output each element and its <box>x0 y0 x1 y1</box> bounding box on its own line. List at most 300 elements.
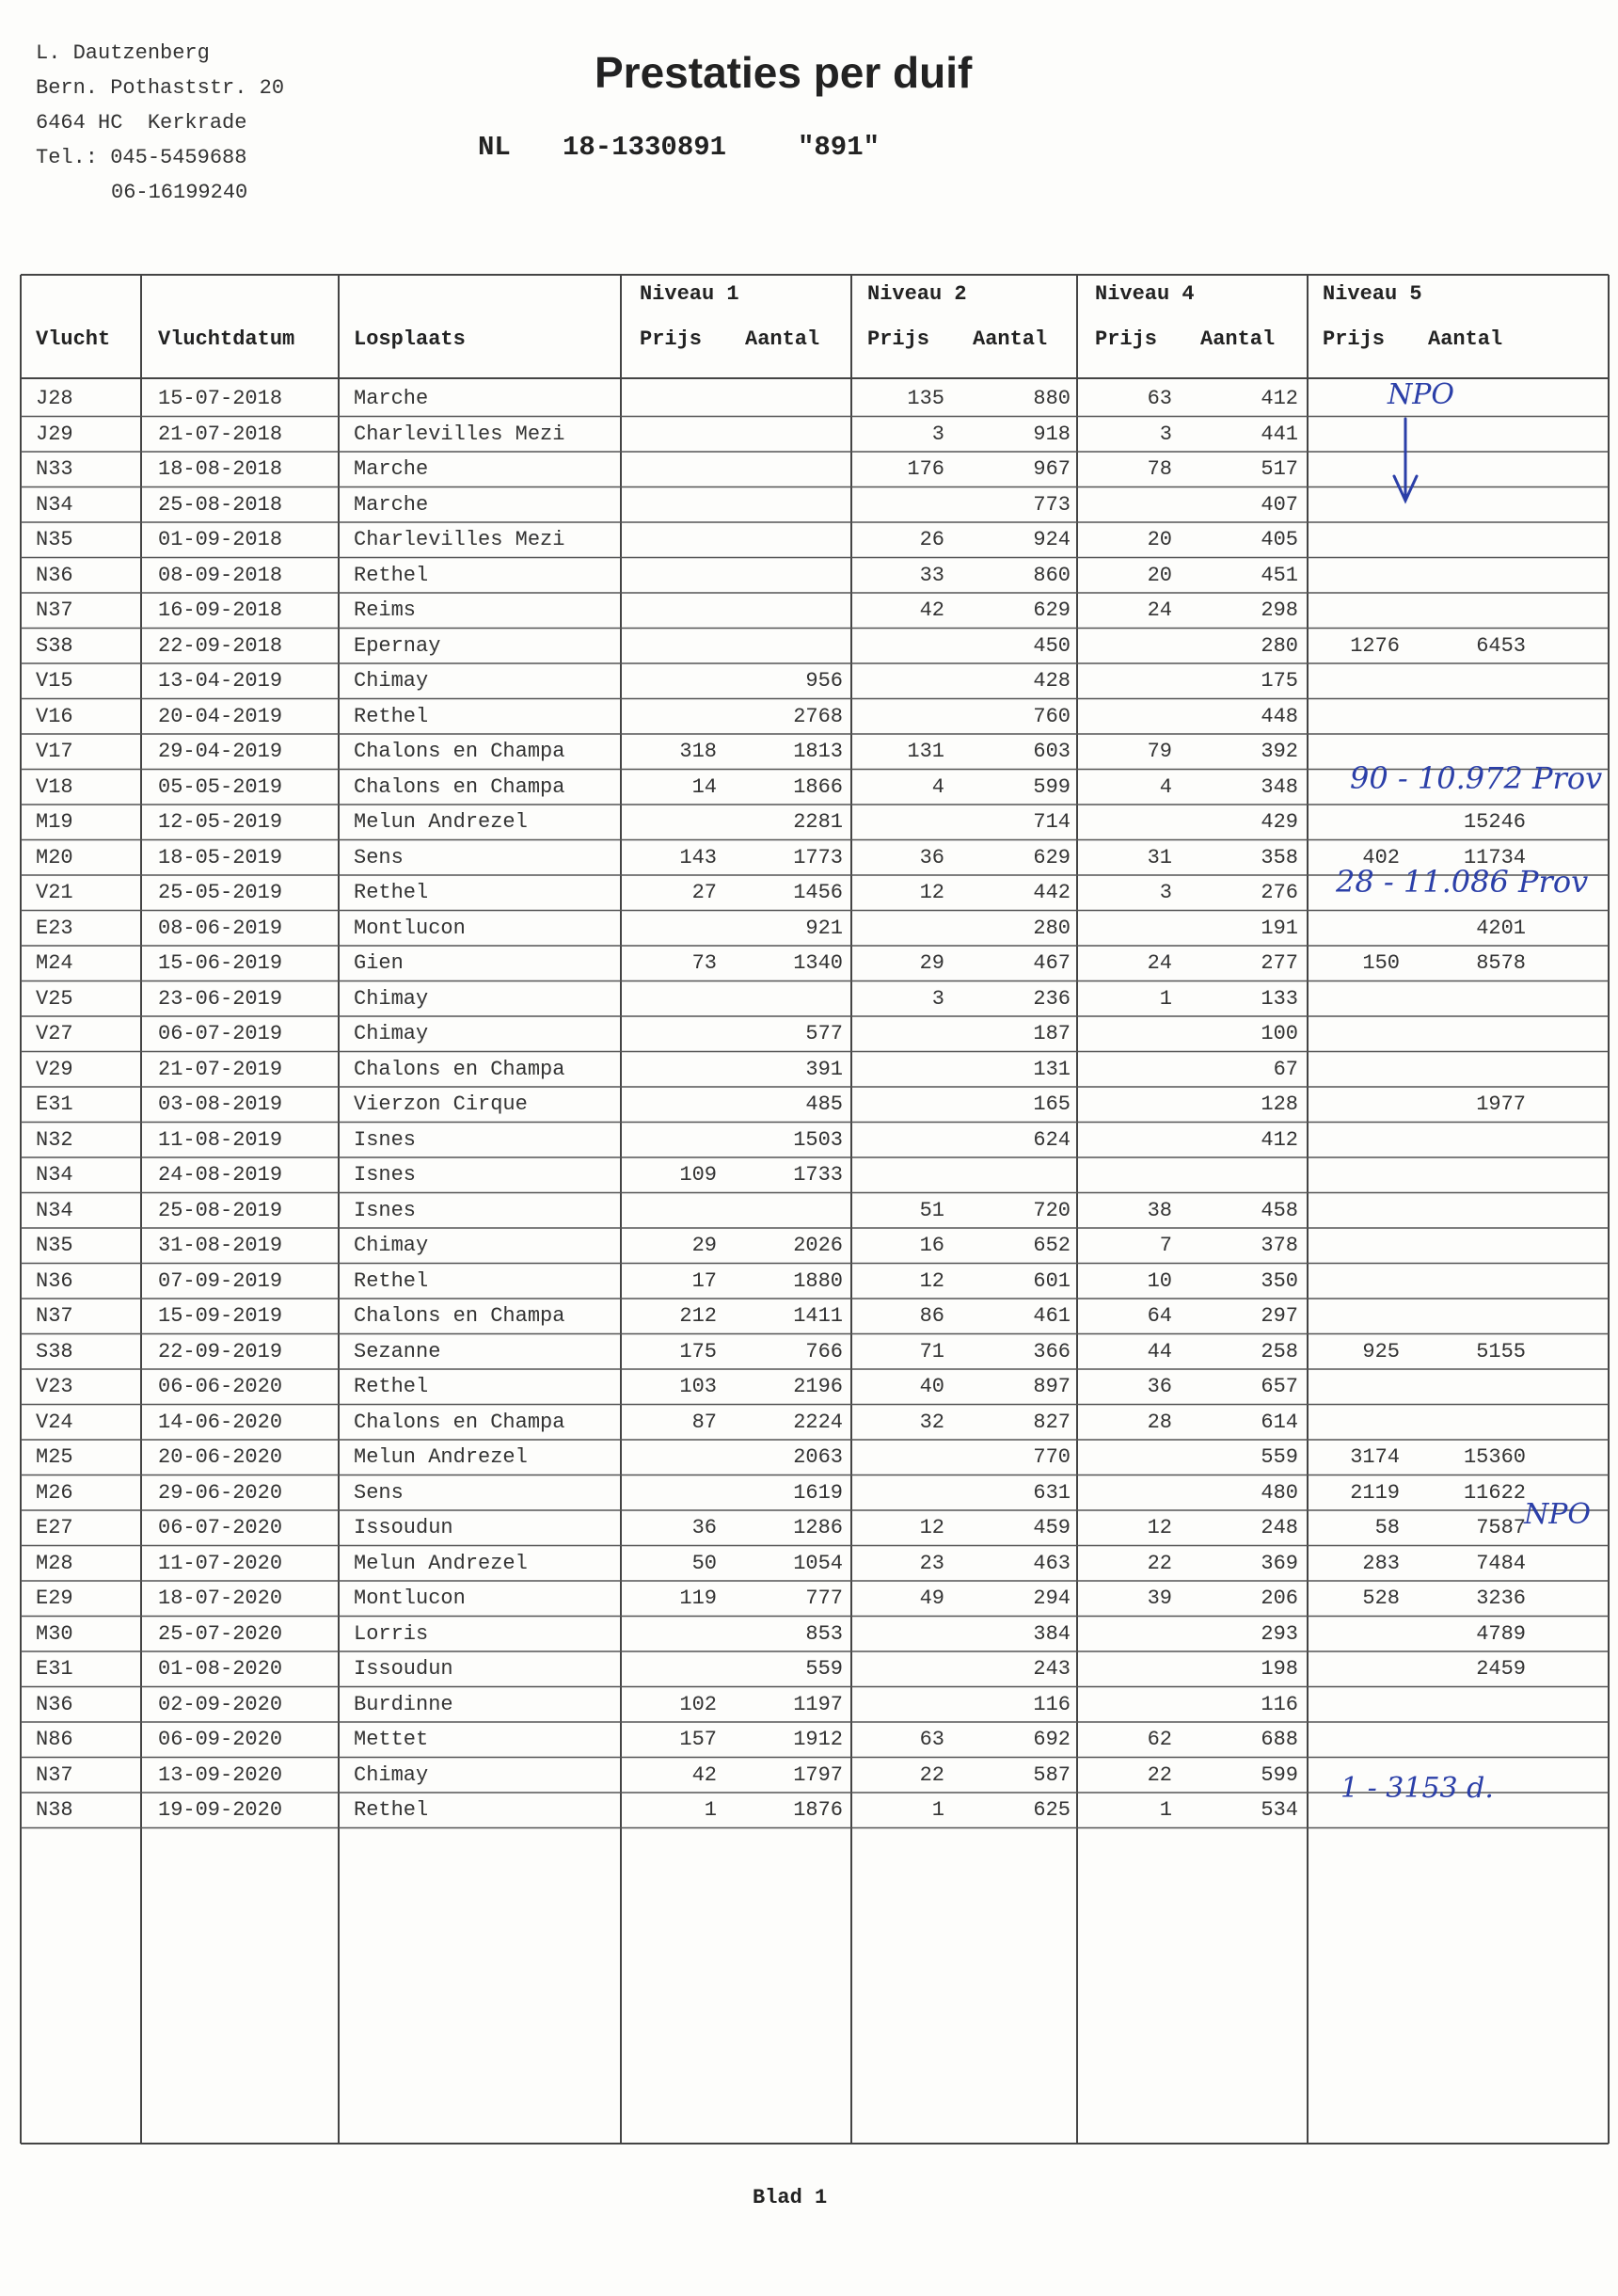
cell-n2-prijs: 3 <box>931 986 944 1011</box>
cell-n1-prijs: 102 <box>679 1692 717 1716</box>
cell-datum: 24-08-2019 <box>158 1163 283 1187</box>
cell-n5-aantal: 3236 <box>1476 1586 1526 1610</box>
cell-n4-prijs: 7 <box>1159 1234 1172 1257</box>
cell-n4-aantal: 128 <box>1261 1092 1298 1116</box>
cell-n1-aantal: 766 <box>805 1339 843 1363</box>
cell-n4-aantal: 191 <box>1261 916 1298 940</box>
cell-datum: 06-09-2020 <box>158 1728 283 1751</box>
cell-n1-prijs: 212 <box>679 1304 717 1328</box>
cell-n1-prijs: 103 <box>679 1375 717 1398</box>
cell-n5-prijs: 925 <box>1362 1339 1400 1363</box>
cell-n1-aantal: 577 <box>805 1022 843 1045</box>
cell-n5-prijs: 3174 <box>1350 1445 1400 1469</box>
cell-losplaats: Isnes <box>354 1198 417 1222</box>
cell-losplaats: Charlevilles Mezi <box>354 422 565 446</box>
cell-n5-prijs: 283 <box>1362 1551 1400 1575</box>
cell-n4-aantal: 412 <box>1261 387 1298 410</box>
cell-n2-aantal: 860 <box>1033 563 1071 587</box>
cell-vlucht: M25 <box>36 1445 73 1469</box>
cell-n4-aantal: 599 <box>1261 1762 1298 1787</box>
cell-n1-prijs: 109 <box>679 1163 717 1187</box>
cell-n1-aantal: 2026 <box>793 1234 843 1257</box>
cell-n1-prijs: 119 <box>679 1586 717 1610</box>
cell-n4-aantal: 407 <box>1261 492 1298 517</box>
cell-vlucht: M20 <box>36 845 73 869</box>
cell-n5-prijs: 2119 <box>1350 1480 1400 1505</box>
cell-n1-aantal: 1866 <box>793 774 843 799</box>
cell-n2-aantal: 116 <box>1033 1692 1071 1716</box>
cell-n2-prijs: 32 <box>919 1410 944 1434</box>
cell-n4-prijs: 3 <box>1159 881 1172 904</box>
cell-losplaats: Montlucon <box>354 1586 466 1610</box>
cell-datum: 16-09-2018 <box>158 598 283 622</box>
cell-datum: 11-08-2019 <box>158 1127 283 1152</box>
cell-datum: 13-04-2019 <box>158 669 283 693</box>
cell-n1-aantal: 2224 <box>793 1410 843 1434</box>
cell-datum: 08-09-2018 <box>158 563 283 587</box>
cell-n1-prijs: 87 <box>691 1410 717 1434</box>
cell-n2-prijs: 22 <box>919 1762 944 1787</box>
cell-n4-prijs: 38 <box>1147 1198 1172 1222</box>
cell-n1-prijs: 73 <box>691 951 717 975</box>
cell-datum: 25-05-2019 <box>158 881 283 904</box>
cell-n5-aantal: 2459 <box>1476 1657 1526 1681</box>
cell-n4-aantal: 67 <box>1273 1057 1298 1081</box>
address-line-mobile: 06-16199240 <box>111 181 248 204</box>
cell-n1-prijs: 17 <box>691 1268 717 1293</box>
cell-losplaats: Charlevilles Mezi <box>354 528 565 551</box>
cell-n2-prijs: 33 <box>919 563 944 587</box>
cell-n4-prijs: 20 <box>1147 528 1172 551</box>
cell-n2-aantal: 294 <box>1033 1586 1071 1610</box>
cell-vlucht: N36 <box>36 1268 73 1293</box>
cell-n1-prijs: 143 <box>679 845 717 869</box>
cell-n1-aantal: 1286 <box>793 1516 843 1539</box>
cell-n2-aantal: 601 <box>1033 1268 1071 1293</box>
cell-n2-prijs: 131 <box>907 740 944 763</box>
col-header-aantal-4: Aantal <box>1200 327 1276 351</box>
cell-n4-prijs: 20 <box>1147 563 1172 587</box>
cell-vlucht: N33 <box>36 457 73 481</box>
cell-n4-prijs: 62 <box>1147 1728 1172 1751</box>
cell-datum: 21-07-2019 <box>158 1057 283 1081</box>
cell-n4-prijs: 78 <box>1147 457 1172 481</box>
cell-vlucht: M19 <box>36 810 73 834</box>
cell-n4-aantal: 277 <box>1261 951 1298 975</box>
cell-n2-aantal: 599 <box>1033 774 1071 799</box>
cell-datum: 22-09-2019 <box>158 1339 283 1363</box>
cell-vlucht: E23 <box>36 916 73 940</box>
ring-code: 18-1330891 <box>563 132 727 163</box>
cell-n1-aantal: 1876 <box>793 1798 843 1822</box>
cell-n2-aantal: 692 <box>1033 1728 1071 1751</box>
cell-datum: 06-07-2019 <box>158 1022 283 1045</box>
cell-n2-aantal: 827 <box>1033 1410 1071 1434</box>
cell-n1-aantal: 1411 <box>793 1304 843 1328</box>
cell-losplaats: Chimay <box>354 1762 429 1787</box>
cell-losplaats: Chimay <box>354 1022 429 1045</box>
cell-datum: 06-06-2020 <box>158 1375 283 1398</box>
cell-vlucht: V29 <box>36 1057 73 1081</box>
cell-n4-prijs: 31 <box>1147 845 1172 869</box>
cell-n2-aantal: 384 <box>1033 1621 1071 1646</box>
ring-country: NL <box>478 132 511 163</box>
cell-losplaats: Chimay <box>354 669 429 693</box>
cell-losplaats: Reims <box>354 598 417 622</box>
cell-n2-aantal: 442 <box>1033 881 1071 904</box>
cell-datum: 08-06-2019 <box>158 916 283 940</box>
cell-losplaats: Rethel <box>354 881 429 904</box>
cell-datum: 11-07-2020 <box>158 1551 283 1575</box>
cell-n4-aantal: 378 <box>1261 1234 1298 1257</box>
cell-losplaats: Issoudun <box>354 1516 453 1539</box>
cell-n4-prijs: 1 <box>1159 986 1172 1011</box>
cell-datum: 03-08-2019 <box>158 1092 283 1116</box>
cell-n2-prijs: 49 <box>919 1586 944 1610</box>
cell-vlucht: N34 <box>36 1198 73 1222</box>
cell-n1-aantal: 1813 <box>793 740 843 763</box>
cell-n2-aantal: 720 <box>1033 1198 1071 1222</box>
cell-n2-prijs: 29 <box>919 951 944 975</box>
cell-n2-aantal: 463 <box>1033 1551 1071 1575</box>
cell-n4-aantal: 133 <box>1261 986 1298 1011</box>
cell-losplaats: Isnes <box>354 1163 417 1187</box>
cell-n2-aantal: 280 <box>1033 916 1071 940</box>
cell-n2-aantal: 880 <box>1033 387 1071 410</box>
cell-datum: 14-06-2020 <box>158 1410 283 1434</box>
cell-n2-aantal: 165 <box>1033 1092 1071 1116</box>
cell-n1-aantal: 391 <box>805 1057 843 1081</box>
cell-n2-prijs: 42 <box>919 598 944 622</box>
cell-vlucht: V18 <box>36 774 73 799</box>
cell-vlucht: V21 <box>36 881 73 904</box>
cell-losplaats: Sens <box>354 1480 404 1505</box>
col-header-aantal-5: Aantal <box>1428 327 1503 351</box>
cell-n2-prijs: 63 <box>919 1728 944 1751</box>
cell-n2-aantal: 243 <box>1033 1657 1071 1681</box>
cell-vlucht: N36 <box>36 563 73 587</box>
cell-vlucht: N37 <box>36 598 73 622</box>
cell-n1-prijs: 318 <box>679 740 717 763</box>
cell-vlucht: S38 <box>36 633 73 658</box>
cell-datum: 25-07-2020 <box>158 1621 283 1646</box>
cell-losplaats: Epernay <box>354 633 441 658</box>
cell-n2-aantal: 587 <box>1033 1762 1071 1787</box>
cell-vlucht: N36 <box>36 1692 73 1716</box>
ring-number <box>478 132 880 163</box>
cell-n2-aantal: 459 <box>1033 1516 1071 1539</box>
cell-n2-aantal: 366 <box>1033 1339 1071 1363</box>
cell-n4-aantal: 116 <box>1261 1692 1298 1716</box>
cell-losplaats: Marche <box>354 492 429 517</box>
cell-losplaats: Burdinne <box>354 1692 453 1716</box>
cell-n4-aantal: 517 <box>1261 457 1298 481</box>
cell-n2-aantal: 760 <box>1033 704 1071 728</box>
cell-n4-aantal: 429 <box>1261 810 1298 834</box>
handwritten-arrow-icon <box>1390 414 1419 508</box>
cell-n4-aantal: 448 <box>1261 704 1298 728</box>
cell-n4-prijs: 79 <box>1147 740 1172 763</box>
cell-vlucht: V25 <box>36 986 73 1011</box>
cell-n1-prijs: 1 <box>704 1798 717 1822</box>
cell-losplaats: Chalons en Champa <box>354 1057 565 1081</box>
cell-n2-prijs: 3 <box>931 422 944 446</box>
cell-datum: 20-04-2019 <box>158 704 283 728</box>
cell-n1-aantal: 1456 <box>793 881 843 904</box>
cell-n2-aantal: 897 <box>1033 1375 1071 1398</box>
cell-n2-prijs: 71 <box>919 1339 944 1363</box>
cell-vlucht: E27 <box>36 1516 73 1539</box>
cell-n1-aantal: 777 <box>805 1586 843 1610</box>
cell-vlucht: V17 <box>36 740 73 763</box>
cell-n5-aantal: 8578 <box>1476 951 1526 975</box>
cell-n4-aantal: 392 <box>1261 740 1298 763</box>
cell-vlucht: M30 <box>36 1621 73 1646</box>
cell-n5-prijs: 402 <box>1362 845 1400 869</box>
cell-datum: 29-04-2019 <box>158 740 283 763</box>
cell-losplaats: Chimay <box>354 986 429 1011</box>
cell-n1-prijs: 29 <box>691 1234 717 1257</box>
cell-datum: 29-06-2020 <box>158 1480 283 1505</box>
cell-n4-prijs: 3 <box>1159 422 1172 446</box>
cell-n2-aantal: 967 <box>1033 457 1071 481</box>
cell-datum: 22-09-2018 <box>158 633 283 658</box>
cell-datum: 02-09-2020 <box>158 1692 283 1716</box>
ring-name: "891" <box>798 132 880 163</box>
cell-n5-aantal: 7484 <box>1476 1551 1526 1575</box>
cell-n2-prijs: 36 <box>919 845 944 869</box>
cell-n1-aantal: 1054 <box>793 1551 843 1575</box>
cell-losplaats: Gien <box>354 951 404 975</box>
cell-losplaats: Isnes <box>354 1127 417 1152</box>
cell-vlucht: M26 <box>36 1480 73 1505</box>
cell-n1-aantal: 2196 <box>793 1375 843 1398</box>
cell-n4-prijs: 24 <box>1147 951 1172 975</box>
cell-vlucht: J29 <box>36 422 73 446</box>
cell-datum: 05-05-2019 <box>158 774 283 799</box>
cell-vlucht: N34 <box>36 1163 73 1187</box>
cell-n1-aantal: 1340 <box>793 951 843 975</box>
cell-vlucht: E31 <box>36 1092 73 1116</box>
cell-datum: 23-06-2019 <box>158 986 283 1011</box>
cell-n2-aantal: 428 <box>1033 669 1071 693</box>
cell-n5-aantal: 15360 <box>1463 1445 1526 1469</box>
col-header-prijs-2: Prijs <box>867 327 930 351</box>
cell-vlucht: M28 <box>36 1551 73 1575</box>
cell-n4-aantal: 100 <box>1261 1022 1298 1045</box>
cell-n5-aantal: 11622 <box>1463 1480 1526 1505</box>
cell-losplaats: Issoudun <box>354 1657 453 1681</box>
cell-datum: 01-09-2018 <box>158 528 283 551</box>
cell-n1-prijs: 42 <box>691 1762 717 1787</box>
col-header-prijs-5: Prijs <box>1323 327 1386 351</box>
address-line-name: L. Dautzenberg <box>36 41 210 65</box>
cell-datum: 21-07-2018 <box>158 422 283 446</box>
handwritten-e27-note: NPO <box>1524 1498 1592 1531</box>
cell-n1-aantal: 1880 <box>793 1268 843 1293</box>
handwritten-n38-note: 1 - 3153 d. <box>1340 1772 1494 1805</box>
cell-n4-aantal: 458 <box>1261 1198 1298 1222</box>
cell-vlucht: N86 <box>36 1728 73 1751</box>
page-number: Blad 1 <box>753 2186 828 2209</box>
cell-n5-aantal: 5155 <box>1476 1339 1526 1363</box>
cell-datum: 01-08-2020 <box>158 1657 283 1681</box>
cell-losplaats: Chalons en Champa <box>354 774 565 799</box>
cell-vlucht: V23 <box>36 1375 73 1398</box>
cell-n2-aantal: 625 <box>1033 1798 1071 1822</box>
cell-n2-aantal: 714 <box>1033 810 1071 834</box>
cell-losplaats: Chalons en Champa <box>354 740 565 763</box>
col-header-vluchtdatum: Vluchtdatum <box>158 327 295 351</box>
cell-losplaats: Chalons en Champa <box>354 1410 565 1434</box>
col-header-prijs-4: Prijs <box>1095 327 1158 351</box>
cell-n2-aantal: 603 <box>1033 740 1071 763</box>
cell-n5-aantal: 4201 <box>1476 916 1526 940</box>
col-header-vlucht: Vlucht <box>36 327 111 351</box>
cell-n4-aantal: 348 <box>1261 774 1298 799</box>
cell-n4-prijs: 22 <box>1147 1762 1172 1787</box>
cell-losplaats: Rethel <box>354 563 429 587</box>
cell-datum: 25-08-2018 <box>158 492 283 517</box>
cell-n2-prijs: 12 <box>919 1516 944 1539</box>
page-title: Prestaties per duif <box>595 48 973 97</box>
cell-n1-aantal: 1619 <box>793 1480 843 1505</box>
cell-n4-prijs: 28 <box>1147 1410 1172 1434</box>
handwritten-v21-note: 28 - 11.086 Prov <box>1336 864 1589 900</box>
cell-n2-aantal: 236 <box>1033 986 1071 1011</box>
cell-vlucht: N35 <box>36 1234 73 1257</box>
cell-n2-aantal: 467 <box>1033 951 1071 975</box>
cell-n4-prijs: 1 <box>1159 1798 1172 1822</box>
cell-losplaats: Rethel <box>354 1268 429 1293</box>
cell-n1-aantal: 1197 <box>793 1692 843 1716</box>
cell-n4-prijs: 39 <box>1147 1586 1172 1610</box>
cell-n1-aantal: 2768 <box>793 704 843 728</box>
cell-n4-prijs: 24 <box>1147 598 1172 622</box>
cell-vlucht: E29 <box>36 1586 73 1610</box>
cell-losplaats: Rethel <box>354 704 429 728</box>
cell-n2-prijs: 12 <box>919 1268 944 1293</box>
cell-datum: 12-05-2019 <box>158 810 283 834</box>
cell-n5-prijs: 58 <box>1374 1516 1400 1539</box>
cell-vlucht: V24 <box>36 1410 73 1434</box>
cell-n4-aantal: 276 <box>1261 881 1298 904</box>
cell-losplaats: Rethel <box>354 1798 429 1822</box>
cell-n1-aantal: 1797 <box>793 1762 843 1787</box>
cell-n2-aantal: 450 <box>1033 633 1071 658</box>
cell-n1-aantal: 1773 <box>793 845 843 869</box>
cell-n4-aantal: 358 <box>1261 845 1298 869</box>
cell-datum: 31-08-2019 <box>158 1234 283 1257</box>
cell-n2-aantal: 187 <box>1033 1022 1071 1045</box>
cell-n4-aantal: 298 <box>1261 598 1298 622</box>
cell-vlucht: V16 <box>36 704 73 728</box>
cell-losplaats: Chalons en Champa <box>354 1304 565 1328</box>
col-header-niveau4: Niveau 4 <box>1095 282 1195 306</box>
cell-vlucht: M24 <box>36 951 73 975</box>
cell-n4-prijs: 36 <box>1147 1375 1172 1398</box>
cell-vlucht: N37 <box>36 1304 73 1328</box>
cell-datum: 18-08-2018 <box>158 457 283 481</box>
cell-n2-aantal: 131 <box>1033 1057 1071 1081</box>
cell-datum: 25-08-2019 <box>158 1198 283 1222</box>
cell-losplaats: Montlucon <box>354 916 466 940</box>
cell-datum: 20-06-2020 <box>158 1445 283 1469</box>
cell-n4-prijs: 64 <box>1147 1304 1172 1328</box>
cell-n4-aantal: 688 <box>1261 1728 1298 1751</box>
cell-datum: 18-05-2019 <box>158 845 283 869</box>
cell-n1-aantal: 2063 <box>793 1445 843 1469</box>
cell-losplaats: Lorris <box>354 1621 429 1646</box>
cell-datum: 13-09-2020 <box>158 1762 283 1787</box>
col-header-losplaats: Losplaats <box>354 327 466 351</box>
cell-n4-aantal: 614 <box>1261 1410 1298 1434</box>
cell-n2-aantal: 773 <box>1033 492 1071 517</box>
cell-n2-prijs: 12 <box>919 881 944 904</box>
cell-n2-aantal: 924 <box>1033 528 1071 551</box>
cell-vlucht: J28 <box>36 387 73 410</box>
cell-n2-prijs: 51 <box>919 1198 944 1222</box>
cell-losplaats: Chimay <box>354 1234 429 1257</box>
cell-n5-prijs: 150 <box>1362 951 1400 975</box>
cell-vlucht: E31 <box>36 1657 73 1681</box>
handwritten-v18-note: 90 - 10.972 Prov <box>1350 760 1603 796</box>
cell-n5-aantal: 4789 <box>1476 1621 1526 1646</box>
col-header-aantal-2: Aantal <box>973 327 1048 351</box>
cell-n1-aantal: 853 <box>805 1621 843 1646</box>
cell-losplaats: Rethel <box>354 1375 429 1398</box>
sender-address <box>36 36 284 210</box>
cell-n5-prijs: 528 <box>1362 1586 1400 1610</box>
cell-vlucht: V27 <box>36 1022 73 1045</box>
cell-n4-prijs: 10 <box>1147 1268 1172 1293</box>
cell-n5-aantal: 15246 <box>1463 810 1526 834</box>
cell-n4-aantal: 480 <box>1261 1480 1298 1505</box>
cell-n5-prijs: 1276 <box>1350 633 1400 658</box>
cell-n4-prijs: 44 <box>1147 1339 1172 1363</box>
handwritten-npo-top: NPO <box>1388 378 1455 411</box>
cell-losplaats: Sezanne <box>354 1339 441 1363</box>
cell-vlucht: N38 <box>36 1798 73 1822</box>
cell-n4-aantal: 451 <box>1261 563 1298 587</box>
cell-losplaats: Sens <box>354 845 404 869</box>
cell-n2-aantal: 652 <box>1033 1234 1071 1257</box>
cell-n4-aantal: 657 <box>1261 1375 1298 1398</box>
cell-n4-aantal: 293 <box>1261 1621 1298 1646</box>
cell-n2-prijs: 26 <box>919 528 944 551</box>
cell-datum: 19-09-2020 <box>158 1798 283 1822</box>
cell-losplaats: Melun Andrezel <box>354 1445 528 1469</box>
cell-n1-prijs: 50 <box>691 1551 717 1575</box>
cell-datum: 15-06-2019 <box>158 951 283 975</box>
cell-n5-aantal: 11734 <box>1463 845 1526 869</box>
cell-n2-prijs: 86 <box>919 1304 944 1328</box>
cell-n4-prijs: 4 <box>1159 774 1172 799</box>
cell-n4-aantal: 258 <box>1261 1339 1298 1363</box>
cell-vlucht: N32 <box>36 1127 73 1152</box>
cell-n2-aantal: 624 <box>1033 1127 1071 1152</box>
cell-n4-aantal: 350 <box>1261 1268 1298 1293</box>
cell-n2-aantal: 631 <box>1033 1480 1071 1505</box>
cell-losplaats: Mettet <box>354 1728 429 1751</box>
cell-n2-prijs: 4 <box>931 774 944 799</box>
cell-n4-aantal: 405 <box>1261 528 1298 551</box>
address-line-phone: Tel.: 045-5459688 <box>36 146 247 169</box>
cell-losplaats: Melun Andrezel <box>354 1551 528 1575</box>
cell-n4-aantal: 297 <box>1261 1304 1298 1328</box>
cell-datum: 15-07-2018 <box>158 387 283 410</box>
cell-n2-aantal: 629 <box>1033 845 1071 869</box>
